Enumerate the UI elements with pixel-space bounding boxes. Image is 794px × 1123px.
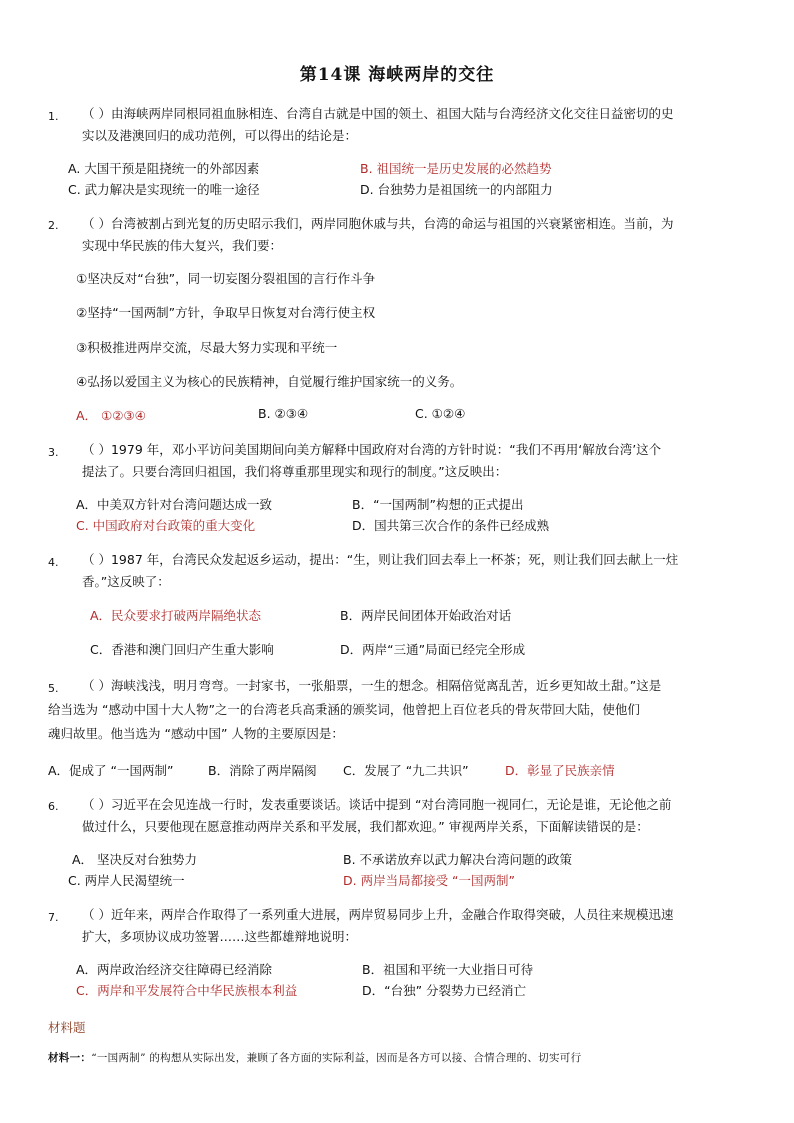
question-text: 扩大，多项协议成功签署……这些都雄辩地说明： (82, 929, 358, 944)
option-b: B．祖国和平统一大业指日可待 (362, 962, 534, 977)
question-text: （ ）由海峡两岸同根同祖血脉相连、台湾自古就是中国的领土、祖国大陆与台湾经济文化交往日益密切的史 (82, 106, 674, 121)
question-text: 做过什么，只要他现在愿意推动两岸关系和平发展，我们都欢迎。” 审视两岸关系，下面解读错误的是： (82, 819, 649, 834)
option-c: C. 武力解决是实现统一的唯一途径 (68, 182, 260, 197)
question-number: 5. (48, 682, 59, 695)
option-a-answer: A．民众要求打破两岸隔绝状态 (90, 608, 262, 623)
option-c: C. ①②④ (415, 406, 466, 421)
option-d-answer: D. 两岸当局都接受 “一国两制” (343, 873, 515, 888)
question-number: 1. (48, 110, 59, 123)
option-b-answer: B. 祖国统一是历史发展的必然趋势 (360, 161, 552, 176)
question-number: 6. (48, 800, 59, 813)
question-text: （ ）海峡浅浅，明月弯弯。一封家书，一张船票，一生的想念。相隔倍觉离乱苦，近乡更知故土甜。”这是 (82, 678, 662, 693)
page-title: 第14课 海峡两岸的交往 (299, 65, 495, 85)
option-a: A．两岸政治经济交往障碍已经消除 (76, 962, 273, 977)
option-a: A． 坚决反对台独势力 (72, 852, 198, 867)
material-paragraph (48, 1050, 581, 1065)
option-b: B．消除了两岸隔阂 (208, 763, 317, 778)
question-text: 香。”这反映了： (82, 574, 170, 589)
option-a: A. 大国干预是阻挠统一的外部因素 (68, 161, 260, 176)
option-a: A．中美双方针对台湾问题达成一致 (76, 497, 273, 512)
question-text: 提法了。只要台湾回归祖国，我们将尊重那里现实和现行的制度。”这反映出： (82, 464, 508, 479)
question-text: 实以及港澳回归的成功范例，可以得出的结论是： (82, 128, 358, 143)
option-c: C. 两岸人民渴望统一 (68, 873, 185, 888)
statement-item: ④弘扬以爱国主义为核心的民族精神，自觉履行维护国家统一的义务。 (76, 374, 463, 389)
question-text: （ ）1987 年，台湾民众发起返乡运动，提出：“生，则让我们回去奉上一杯茶；死，则让我们回去献上一炷 (82, 552, 679, 567)
option-a-answer: A． ①②③④ (76, 408, 146, 423)
question-text: 实现中华民族的伟大复兴，我们要： (82, 238, 283, 253)
option-d-answer: D．彰显了民族亲情 (505, 763, 615, 778)
option-c-answer: C．两岸和平发展符合中华民族根本利益 (76, 983, 298, 998)
option-c: C．发展了 “九二共识” (343, 763, 469, 778)
option-d: D. 台独势力是祖国统一的内部阻力 (360, 182, 553, 197)
option-b: B. 不承诺放弃以武力解决台湾问题的政策 (343, 852, 573, 867)
question-text: （ ）1979 年，邓小平访问美国期间向美方解释中国政府对台湾的方针时说：“我们不再用‘解放台湾’这个 (82, 442, 662, 457)
material-text: “一国两制” 的构想从实际出发，兼顾了各方面的实际利益，因而是各方可以接、合情合理的、切实可行 (91, 1052, 582, 1064)
option-d: D．两岸“三通”局面已经完全形成 (340, 642, 526, 657)
question-text: （ ）习近平在会见连战一行时，发表重要谈话。谈话中提到 “对台湾同胞一视同仁，无论是谁，无论他之前 (82, 797, 672, 812)
question-number: 7. (48, 911, 59, 924)
question-number: 4. (48, 556, 59, 569)
question-text: 给当选为 “感动中国十大人物”之一的台湾老兵高秉涵的颁奖词，他曾把上百位老兵的骨灰带回大陆，使他们 (48, 702, 640, 717)
option-d: D．“台独” 分裂势力已经消亡 (362, 983, 527, 998)
section-heading: 材料题 (48, 1020, 86, 1035)
option-c-answer: C. 中国政府对台政策的重大变化 (76, 518, 256, 533)
option-b: B. ②③④ (258, 406, 309, 421)
question-text: （ ）台湾被割占到光复的历史昭示我们，两岸同胞休戚与共，台湾的命运与祖国的兴衰紧密相连。当前，为 (82, 216, 674, 231)
question-text: 魂归故里。他当选为 “感动中国” 人物的主要原因是： (48, 726, 344, 741)
option-c: C．香港和澳门回归产生重大影响 (90, 642, 274, 657)
option-a: A．促成了 “一国两制” (48, 763, 174, 778)
question-number: 3. (48, 446, 59, 459)
statement-item: ③积极推进两岸交流，尽最大努力实现和平统一 (76, 340, 338, 355)
statement-item: ①坚决反对“台独”，同一切妄图分裂祖国的言行作斗争 (76, 271, 376, 286)
question-number: 2. (48, 219, 59, 232)
question-text: （ ）近年来，两岸合作取得了一系列重大进展，两岸贸易同步上升，金融合作取得突破，人员往来规模迅速 (82, 907, 674, 922)
option-b: B．“一国两制”构想的正式提出 (352, 497, 524, 512)
option-d: D．国共第三次合作的条件已经成熟 (352, 518, 550, 533)
material-label: 材料一： (48, 1052, 92, 1064)
statement-item: ②坚持“一国两制”方针，争取早日恢复对台湾行使主权 (76, 305, 376, 320)
option-b: B．两岸民间团体开始政治对话 (340, 608, 512, 623)
